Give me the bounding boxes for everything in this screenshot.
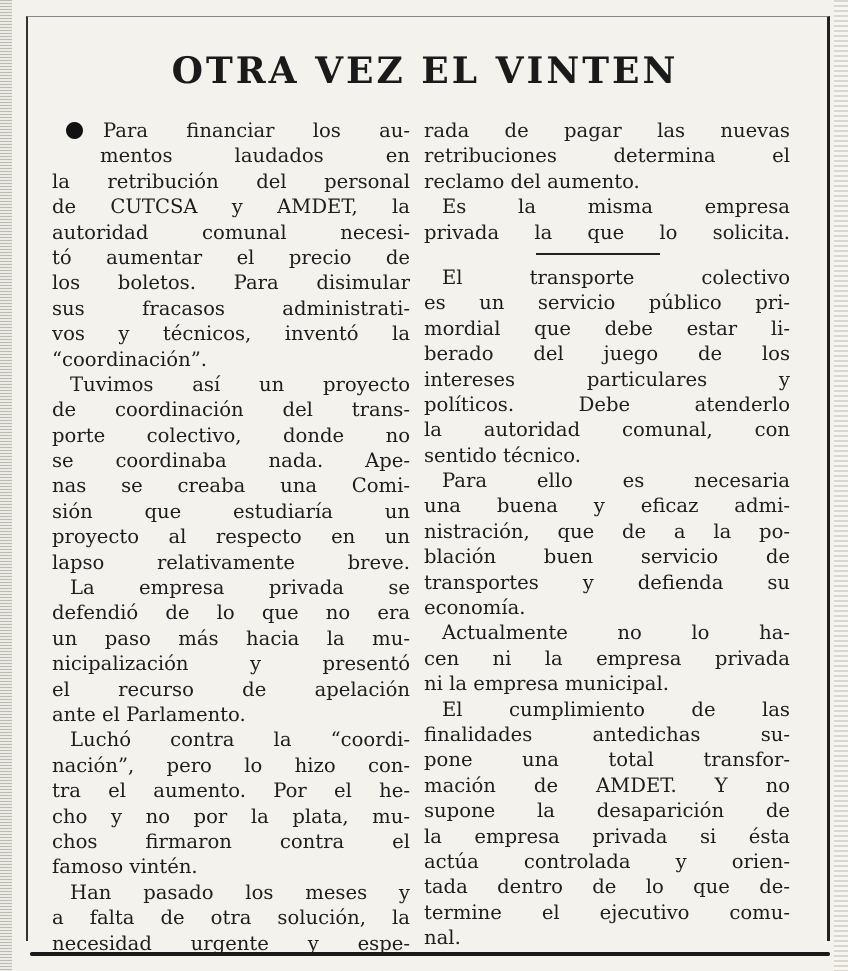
- text-line: un paso más hacia la mu-: [52, 626, 410, 650]
- paragraph: [424, 194, 790, 245]
- text-line: ni la empresa municipal.: [424, 672, 669, 696]
- text-line: termine el ejecutivo comu-: [424, 900, 790, 924]
- text-line: políticos. Debe atenderlo: [424, 392, 790, 416]
- text-line: vos y técnicos, inventó la: [52, 322, 410, 346]
- bullet-icon: [66, 122, 83, 139]
- text-line: reclamo del aumento.: [424, 169, 640, 193]
- paragraph: [52, 575, 410, 727]
- text-line: Es la misma empresa: [442, 195, 790, 219]
- text-line: sión que estudiaría un: [52, 499, 410, 523]
- text-line: sentido técnico.: [424, 443, 581, 467]
- paragraph: [52, 372, 410, 575]
- text-line: transportes y defienda su: [424, 570, 790, 594]
- paragraph: [52, 880, 410, 956]
- text-line: defendió de lo que no era: [52, 601, 410, 625]
- text-line: tada dentro de lo que de-: [424, 875, 790, 899]
- text-line: chos firmaron contra el: [52, 829, 410, 853]
- text-line: el recurso de apelación: [52, 677, 410, 701]
- text-line: la empresa privada si ésta: [424, 824, 790, 848]
- text-line: tra el aumento. Por el he-: [52, 779, 410, 803]
- text-line: El cumplimiento de las: [442, 697, 790, 721]
- text-line: porte colectivo, donde no: [52, 423, 410, 447]
- text-line: los boletos. Para disimular: [52, 271, 410, 295]
- text-line: berado del juego de los: [424, 342, 790, 366]
- text-line: mordial que debe estar li-: [424, 316, 790, 340]
- adjacent-page-edge: [834, 0, 848, 971]
- text-line: Para financiar los au-: [103, 119, 410, 142]
- paragraph: [424, 468, 790, 620]
- text-line: nación”, pero lo hizo con-: [52, 753, 410, 777]
- text-line: autoridad comunal necesi-: [52, 220, 410, 244]
- text-line: pone una total transfor-: [424, 748, 790, 772]
- text-line: proyecto al respecto en un: [52, 525, 410, 549]
- text-line: famoso vintén.: [52, 855, 198, 879]
- text-line: actúa controlada y orien-: [424, 849, 790, 873]
- text-line: de CUTCSA y AMDET, la: [52, 195, 410, 219]
- text-line: de coordinación del trans-: [52, 398, 410, 422]
- text-line: Han pasado los meses y: [70, 880, 410, 904]
- text-line: “coordinación”.: [52, 347, 207, 371]
- page-binding-edge: [0, 0, 12, 971]
- text-line: ante el Parlamento.: [52, 702, 246, 726]
- text-line: finalidades antedichas su-: [424, 722, 790, 746]
- text-line: blación buen servicio de: [424, 545, 790, 569]
- text-line: El transporte colectivo: [442, 265, 790, 289]
- text-line: a falta de otra solución, la: [52, 906, 410, 930]
- section-divider: [424, 245, 790, 265]
- paragraph: [424, 620, 790, 696]
- text-line: Luchó contra la “coordi-: [70, 728, 410, 752]
- text-line: nistración, que de a la po-: [424, 519, 790, 543]
- text-line: Actualmente no lo ha-: [442, 621, 790, 645]
- text-line: Para ello es necesaria: [442, 469, 790, 493]
- paragraph: [424, 697, 790, 951]
- text-line: supone la desaparición de: [424, 799, 790, 823]
- paragraph: [424, 118, 790, 194]
- text-line: una buena y eficaz admi-: [424, 494, 790, 518]
- text-line: privada la que lo solicita.: [424, 220, 790, 244]
- text-line: nas se creaba una Comi-: [52, 474, 410, 498]
- text-line: sus fracasos administrati-: [52, 296, 410, 320]
- text-line: la retribución del personal: [52, 169, 410, 193]
- text-line: lapso relativamente breve.: [52, 550, 410, 574]
- text-line: mentos laudados en: [100, 144, 410, 168]
- text-line: Tuvimos así un proyecto: [70, 372, 410, 396]
- text-line: necesidad urgente y espe-: [52, 931, 410, 955]
- text-line: la autoridad comunal, con: [424, 418, 790, 442]
- text-line: intereses particulares y: [424, 367, 790, 391]
- text-line: tó aumentar el precio de: [52, 245, 410, 269]
- right-column: [424, 118, 790, 951]
- text-line: La empresa privada se: [70, 576, 410, 600]
- paragraph: [52, 727, 410, 879]
- text-line: rada de pagar las nuevas: [424, 119, 790, 142]
- text-line: economía.: [424, 596, 526, 620]
- text-line: retribuciones determina el: [424, 144, 790, 168]
- text-line: nal.: [424, 926, 461, 950]
- text-line: cho y no por la plata, mu-: [52, 804, 410, 828]
- article-headline: OTRA VEZ EL VINTEN: [171, 50, 679, 92]
- paragraph: [424, 265, 790, 468]
- text-line: cen ni la empresa privada: [424, 646, 790, 670]
- text-line: mación de AMDET. Y no: [424, 773, 790, 797]
- text-line: se coordinaba nada. Ape-: [52, 449, 410, 473]
- paragraph: [52, 118, 410, 372]
- left-column: [52, 118, 410, 956]
- text-line: nicipalización y presentó: [52, 652, 410, 676]
- text-line: es un servicio público pri-: [424, 291, 790, 315]
